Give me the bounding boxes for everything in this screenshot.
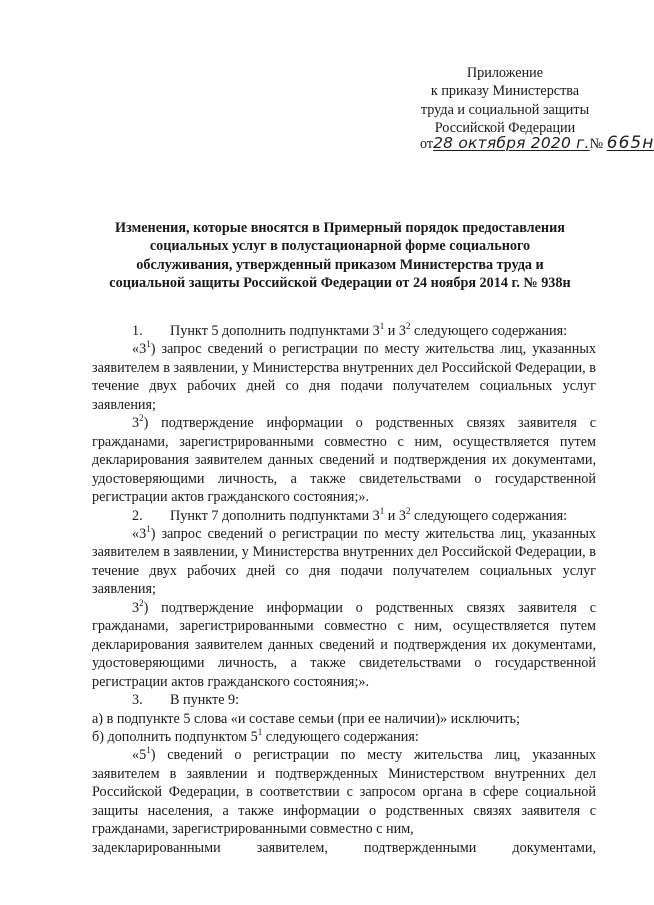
subparagraph-3-2 [92,599,596,691]
paragraph-number: 2. [132,507,143,524]
subitem-text: б) дополнить подпунктом 5 [92,728,258,745]
subparagraph-5-1 [92,746,596,838]
title-line: обслуживания, утвержденный приказом Министерства труда и [136,256,544,273]
paragraph-2-heading [92,507,596,525]
paragraph-text: и 3 [384,507,406,524]
paragraph-text: и 3 [384,323,406,339]
superscript: 2 [405,505,411,516]
subparagraph-text: ) подтверждение информации о родственных связях заявителя с гражданами, зарегистрированными совместно с ним, осуществляется путем декларирования заявителем данных сведений и подтверждения их документами, удостоверяющими личность, а также свидетельствами о государственной регистрации актов гражданского состояния;». [92,415,596,506]
superscript: 2 [139,413,144,424]
subparagraph-text: ) запрос сведений о регистрации по месту жительства лиц, указанных заявителем в заявлении, у Министерства внутренних дел Российской Федерации, в течение двух рабочих дней со дня подачи получателем социальных услуг заявления; [92,525,596,598]
handwritten-number: 665н [606,133,654,153]
paragraph-text: следующего содержания: [410,323,568,339]
title-line: социальных услуг в полустационарной форме социального [149,238,531,255]
superscript: 2 [139,597,144,608]
handwritten-date: 28 октября 2020 г. [433,134,590,152]
paragraph-text: В пункте 9: [170,692,240,709]
subparagraph-marker: «3 [132,341,147,358]
paragraph-3-heading [92,691,596,709]
title-line: Изменения, которые вносятся в Примерный порядок предоставления [115,220,565,236]
superscript: 1 [257,726,263,737]
order-date-number-line [420,133,654,154]
subitem-a: а) в подпункте 5 слова «и составе семьи (при ее наличии)» исключить; [92,710,520,727]
appendix-block [400,64,610,137]
appendix-line: труда и социальной защиты [420,101,590,118]
subparagraph-text: ) запрос сведений о регистрации по месту жительства лиц, указанных заявителем в заявлении, у Министерства внутренних дел Российской Федерации, в течение двух рабочих дней со дня подачи получателем социальных услуг заявления; [92,341,596,413]
subparagraph-marker: 3 [132,599,140,616]
subitem-b [92,728,596,746]
superscript: 1 [146,523,151,534]
continuation-line: задекларированными заявителем, подтвержденными документами, [92,839,596,856]
paragraph-text: Пункт 5 дополнить подпунктами 3 [170,323,380,339]
paragraph-text: Пункт 7 дополнить подпунктами 3 [170,507,380,524]
paragraph-text: следующего содержания: [410,507,568,524]
appendix-line: к приказу Министерства [430,83,580,100]
subparagraph-3-1 [92,340,596,414]
superscript: 1 [146,339,151,350]
subparagraph-text: ) сведений о регистрации по месту жительства лиц, указанных заявителем в заявлении и подтвержденных Министерством внутренних дел Российской Федерации, в соответствии с запросом органа в сфере социальной защиты населения, а также информации о родственных связях заявителя с гражданами, зарегистрированными совместно с ним, [92,747,596,838]
document-body [92,322,596,857]
appendix-line: Российской Федерации [434,119,576,136]
title-line: социальной защиты Российской Федерации от 24 ноября 2014 г. № 938н [109,275,571,292]
document-title [90,219,590,293]
subparagraph-marker: «5 [132,747,147,764]
subparagraph-3-2 [92,414,596,506]
subparagraph-marker: «3 [132,525,147,542]
superscript: 1 [146,745,151,756]
superscript: 1 [379,321,385,331]
superscript: 2 [405,321,411,331]
appendix-line: Приложение [466,65,544,81]
superscript: 1 [379,505,385,516]
subparagraph-marker: 3 [132,415,140,432]
number-label: № [589,136,604,152]
subparagraph-3-1 [92,525,596,599]
subparagraph-text: ) подтверждение информации о родственных связях заявителя с гражданами, зарегистрированными совместно с ним, осуществляется путем декларирования заявителем данных сведений и подтверждения их документами, удостоверяющими личность, а также свидетельствами о государственной регистрации актов гражданского состояния;». [92,599,596,690]
paragraph-number: 1. [132,323,143,339]
paragraph-number: 3. [132,692,143,709]
from-label: от [420,136,434,152]
paragraph-1-heading [92,322,596,340]
subitem-text: следующего содержания: [262,728,419,745]
